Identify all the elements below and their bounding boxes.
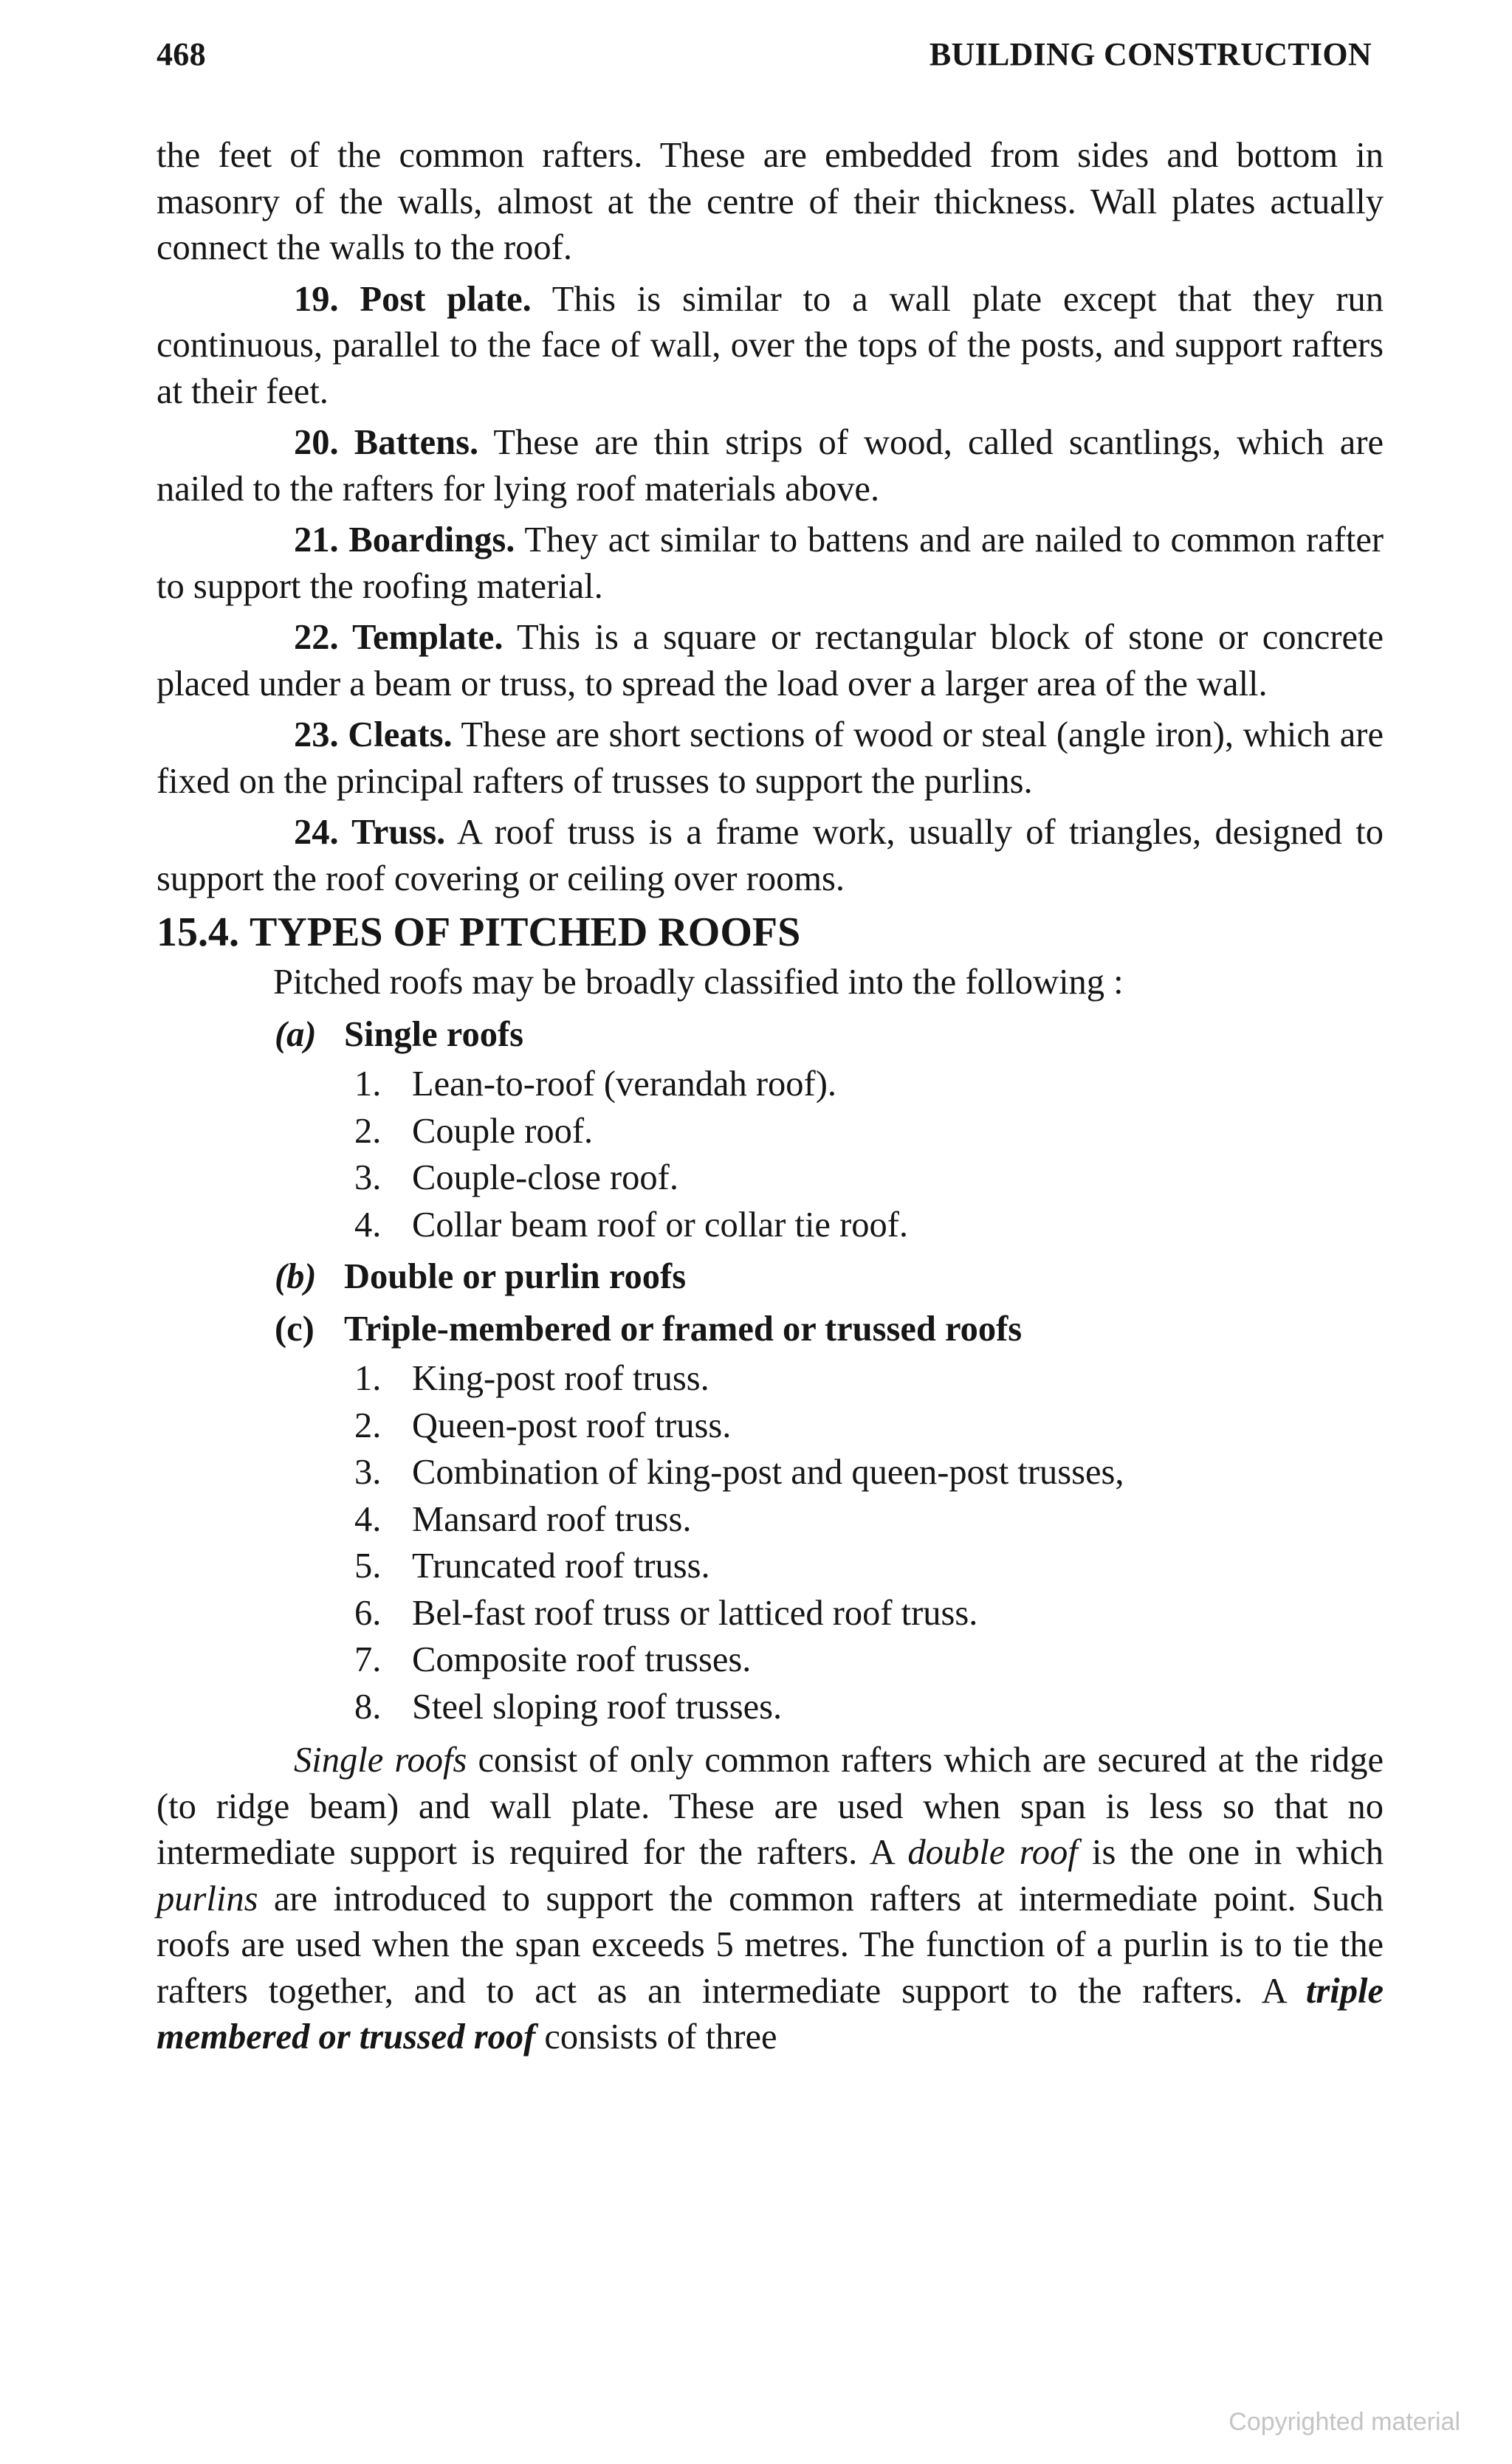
definition-cleats: These are short sections of wood or steal (angle iron), which are fixed on the principal rafters of trusses to support the purlins. xyxy=(157,715,1384,801)
item-number: 8. xyxy=(354,1687,382,1727)
item-number: 1. xyxy=(354,1359,382,1398)
list-item xyxy=(354,1154,1384,1202)
item-text: Couple roof. xyxy=(412,1111,594,1151)
item-text: Steel sloping roof trusses. xyxy=(412,1687,783,1727)
paragraph-boardings xyxy=(157,517,1384,610)
definition-post-plate: This is similar to a wall plate except that they run continuous, parallel to the face of wall, over the tops of the posts, and support rafters at their feet. xyxy=(157,279,1384,411)
section-title: TYPES OF PITCHED ROOFS xyxy=(250,909,801,955)
item-number: 2. xyxy=(354,1405,382,1445)
term-truss: 24. Truss. xyxy=(294,813,446,852)
copyright-watermark: Copyrighted material xyxy=(1228,2408,1460,2436)
section-intro: Pitched roofs may be broadly classified into the following : xyxy=(273,963,1124,1002)
item-number: 2. xyxy=(354,1111,382,1151)
definition-template: This is a square or rectangular block of stone or concrete placed under a beam or truss, to spread the load over a larger area of the wall. xyxy=(157,618,1384,703)
term-cleats: 23. Cleats. xyxy=(294,715,453,754)
class-c-label: (c) xyxy=(275,1309,315,1349)
class-b-label: (b) xyxy=(275,1257,317,1296)
list-item xyxy=(354,1449,1384,1496)
item-text: Truncated roof truss. xyxy=(412,1546,710,1586)
paragraph-truss xyxy=(157,810,1384,902)
list-item xyxy=(354,1061,1384,1108)
list-item xyxy=(354,1684,1384,1731)
list-item xyxy=(354,1355,1384,1403)
class-a-title: Single roofs xyxy=(344,1014,523,1054)
page-body xyxy=(157,133,1384,2061)
item-number: 5. xyxy=(354,1546,382,1586)
text-span: consists of three xyxy=(535,2017,777,2057)
item-text: Lean-to-roof (verandah roof). xyxy=(412,1064,836,1104)
item-number: 7. xyxy=(354,1640,382,1679)
text-span: are introduced to support the common rafters at intermediate point. Such roofs are used when the span exceeds 5 metres. The function of a purlin is to tie the rafters together, and to act as an intermediate support to the rafters. A xyxy=(157,1879,1384,2011)
item-number: 4. xyxy=(354,1499,382,1539)
class-a-heading xyxy=(275,1012,1384,1059)
list-item xyxy=(354,1496,1384,1544)
item-number: 3. xyxy=(354,1453,382,1492)
definition-battens: These are thin strips of wood, called scantlings, which are nailed to the rafters for lying roof materials above. xyxy=(157,423,1384,509)
running-title: BUILDING CONSTRUCTION xyxy=(929,36,1372,72)
term-double-roof: double roof xyxy=(907,1833,1078,1872)
class-a-label: (a) xyxy=(275,1014,317,1054)
item-text: Collar beam roof or collar tie roof. xyxy=(412,1205,909,1245)
term-post-plate: 19. Post plate. xyxy=(294,279,532,319)
item-number: 6. xyxy=(354,1593,382,1633)
trussed-roofs-list xyxy=(354,1355,1384,1730)
class-b-heading xyxy=(275,1254,1384,1301)
list-item xyxy=(354,1108,1384,1155)
item-text: Couple-close roof. xyxy=(412,1158,678,1197)
definition-truss: A roof truss is a frame work, usually of triangles, designed to support the roof covering or ceiling over rooms. xyxy=(157,813,1384,898)
list-item xyxy=(354,1637,1384,1684)
list-item xyxy=(354,1590,1384,1637)
item-text: King-post roof truss. xyxy=(412,1359,709,1398)
paragraph-wall-plate-continued: the feet of the common rafters. These are embedded from sides and bottom in masonry of the walls, almost at the centre of their thickness. Wall plates actually connect the walls to the roof. xyxy=(157,136,1384,267)
item-number: 1. xyxy=(354,1064,382,1104)
term-trussed-roof: triple membered or trussed roof xyxy=(157,1971,1384,2057)
item-text: Queen-post roof truss. xyxy=(412,1405,732,1445)
section-number: 15.4. xyxy=(157,909,239,955)
list-item xyxy=(354,1403,1384,1450)
paragraph-template xyxy=(157,615,1384,707)
text-span: consist of only common rafters which are secured at the ridge (to ridge beam) and wall plate. These are used when span is less so that no intermediate support is required for the rafters. A xyxy=(157,1741,1384,1872)
item-text: Composite roof trusses. xyxy=(412,1640,752,1679)
class-c-title: Triple-membered or framed or trussed roofs xyxy=(344,1309,1023,1349)
item-text: Bel-fast roof truss or latticed roof truss. xyxy=(412,1593,978,1633)
section-heading xyxy=(157,908,1384,957)
term-single-roofs: Single roofs xyxy=(294,1741,467,1780)
list-item xyxy=(354,1543,1384,1590)
term-template: 22. Template. xyxy=(294,618,504,657)
term-boardings: 21. Boardings. xyxy=(294,520,515,560)
item-text: Combination of king-post and queen-post trusses, xyxy=(412,1453,1124,1492)
definition-boardings: They act similar to battens and are nailed to common rafter to support the roofing material. xyxy=(157,520,1384,606)
class-c-heading xyxy=(275,1307,1384,1353)
paragraph-post-plate xyxy=(157,277,1384,416)
single-roofs-list xyxy=(354,1061,1384,1248)
class-b-title: Double or purlin roofs xyxy=(344,1257,687,1296)
page-number: 468 xyxy=(157,36,206,72)
item-number: 3. xyxy=(354,1158,382,1197)
item-number: 4. xyxy=(354,1205,382,1245)
paragraph-roof-types-explained xyxy=(157,1738,1384,2061)
term-purlins: purlins xyxy=(157,1879,258,1918)
item-text: Mansard roof truss. xyxy=(412,1499,692,1539)
paragraph-cleats xyxy=(157,712,1384,805)
list-item xyxy=(354,1202,1384,1249)
term-battens: 20. Battens. xyxy=(294,423,479,462)
text-span: is the one in which xyxy=(1077,1833,1384,1872)
paragraph-battens xyxy=(157,420,1384,512)
